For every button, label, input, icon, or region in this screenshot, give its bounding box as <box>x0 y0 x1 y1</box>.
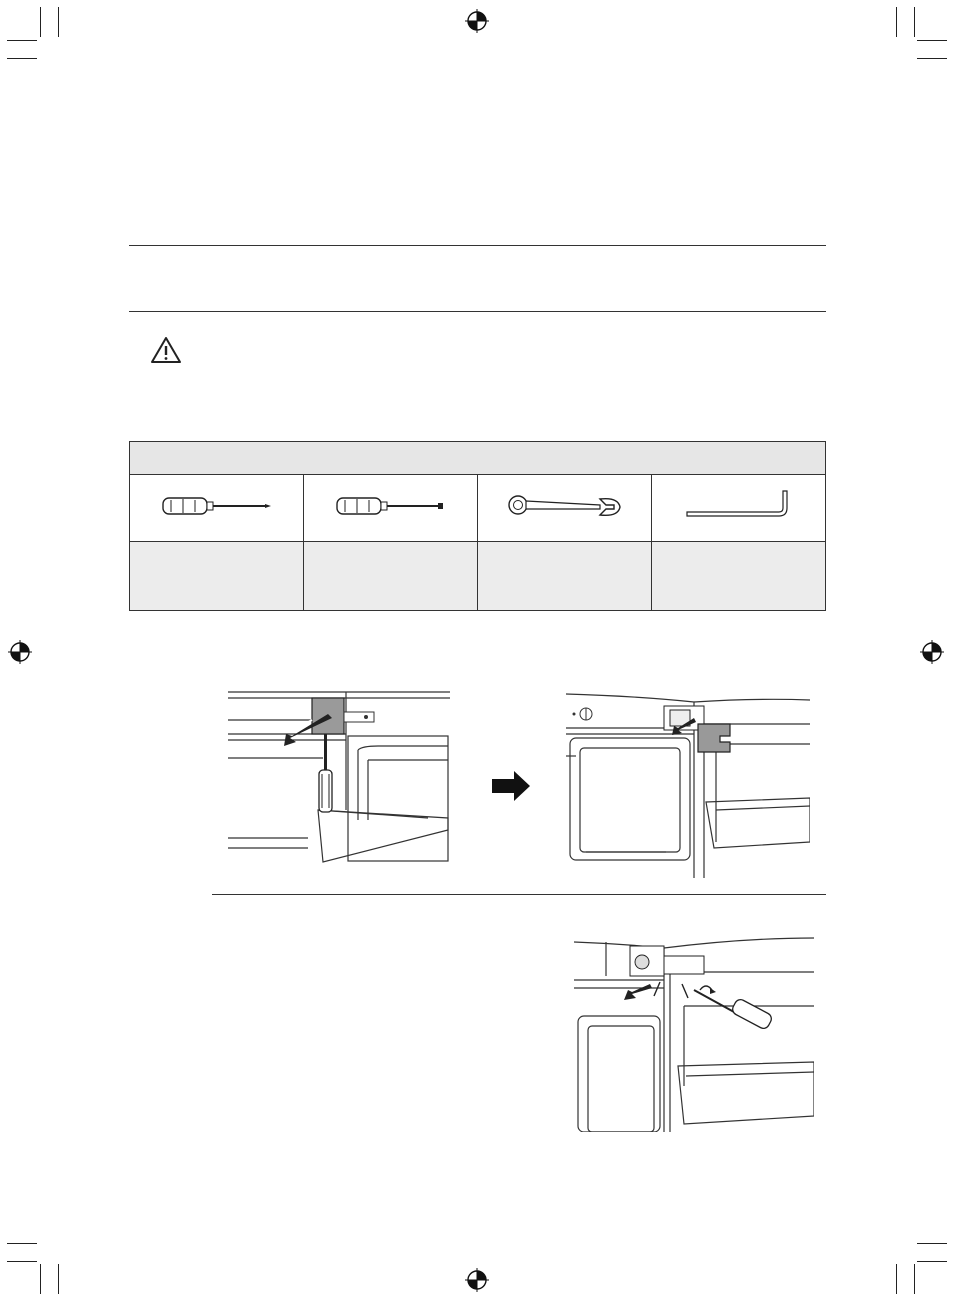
tool-label <box>304 542 478 611</box>
arrow-right-icon <box>492 771 530 801</box>
crop-mark <box>896 1264 897 1294</box>
hinge-cover-removal-illustration <box>228 690 450 868</box>
crop-mark <box>58 1264 59 1294</box>
section-top-rule <box>129 245 826 246</box>
tool-cell <box>478 475 652 542</box>
section-title <box>129 262 826 292</box>
crop-mark <box>7 1243 37 1244</box>
allen-key-icon <box>683 488 795 524</box>
step-divider-rule <box>212 894 826 895</box>
tools-table-header <box>130 442 826 475</box>
crop-mark <box>896 7 897 37</box>
crop-mark <box>914 1264 915 1294</box>
crop-mark <box>40 1264 41 1294</box>
crop-mark <box>917 58 947 59</box>
crosshair-registration-icon <box>465 1268 489 1292</box>
warning-triangle-icon <box>150 336 182 364</box>
crop-mark <box>917 1261 947 1262</box>
crosshair-registration-icon <box>8 640 32 664</box>
crop-mark <box>7 1261 37 1262</box>
tool-label <box>652 542 826 611</box>
crop-mark <box>7 40 37 41</box>
tool-cell <box>304 475 478 542</box>
phillips-screwdriver-icon <box>161 495 273 517</box>
crop-mark <box>58 7 59 37</box>
combination-wrench-icon <box>506 491 624 521</box>
crop-mark <box>7 58 37 59</box>
crop-mark <box>917 1243 947 1244</box>
crop-mark <box>40 7 41 37</box>
tool-cell <box>130 475 304 542</box>
tool-label <box>478 542 652 611</box>
section-bottom-rule <box>129 311 826 312</box>
crosshair-registration-icon <box>465 9 489 33</box>
tool-label <box>130 542 304 611</box>
caution-text <box>192 340 822 400</box>
crosshair-registration-icon <box>920 640 944 664</box>
tools-table <box>129 441 826 611</box>
hinge-cover-removed-illustration <box>566 692 810 878</box>
hinge-screw-removal-illustration <box>574 936 814 1132</box>
crop-mark <box>914 7 915 37</box>
tool-cell <box>652 475 826 542</box>
flat-screwdriver-icon <box>335 495 447 517</box>
crop-mark <box>917 40 947 41</box>
